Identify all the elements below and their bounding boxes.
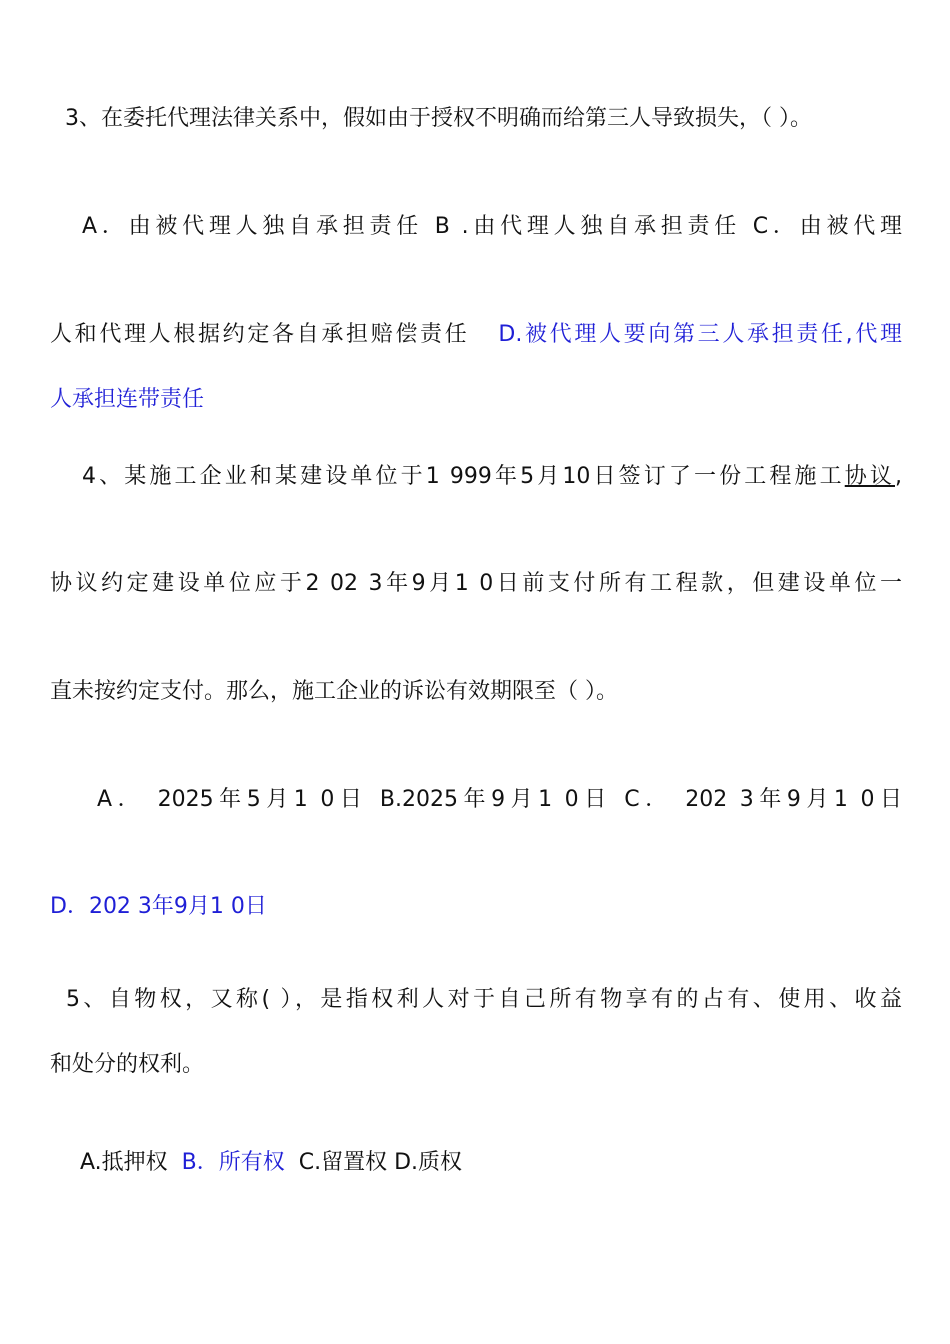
q4-answer-d: D．202 3年9月1 0日 — [50, 894, 267, 919]
q5-stem-line2: 和处分的权利。 — [50, 1052, 205, 1077]
q3-answer-d-cont: 人承担连带责任 — [50, 387, 205, 412]
q5-option-a: A.抵押权 — [80, 1150, 168, 1175]
q4-stem-text: 4、某施工企业和某建设单位于1 999年5月10日签订了一份工程施工 — [82, 464, 845, 489]
q4-options-line: A． 2025年5月1 0日 B.2025年9月1 0日 C． 202 3年9月1 0日 — [97, 787, 902, 812]
q4-stem-line1 — [82, 462, 902, 492]
q3-options-line2 — [50, 320, 902, 350]
q5-options-line — [80, 1148, 780, 1178]
q5-stem-line1: 5、自物权，又称( ），是指权利人对于自己所有物享有的占有、使用、收益 — [66, 987, 902, 1012]
q5-answer-b: B．所有权 — [181, 1150, 285, 1175]
q4-stem-comma: , — [895, 464, 902, 489]
q3-stem: 3、在委托代理法律关系中，假如由于授权不明确而给第三人导致损失，（ ）。 — [65, 106, 812, 131]
q3-options-line: A．由被代理人独自承担责任 ﻿B .由代理人独自承担责任﻿ C．由被代理 — [82, 214, 902, 239]
q3-answer-d: D.被代理人要向第三人承担责任,代理 — [498, 322, 902, 347]
q4-stem-underlined: 协议 — [844, 464, 895, 489]
q4-stem-line2: 协议约定建设单位应于2 02 3年9月1 0日前支付所有工程款，但建设单位一 — [50, 571, 902, 596]
q5-option-c-d: C.留置权 D.质权 — [298, 1150, 463, 1175]
q3-option-c-tail: 人和代理人根据约定各自承担赔偿责任﻿ — [50, 322, 470, 347]
q4-stem-line3: 直未按约定支付。那么，施工企业的诉讼有效期限至（ ）。 — [50, 679, 618, 704]
